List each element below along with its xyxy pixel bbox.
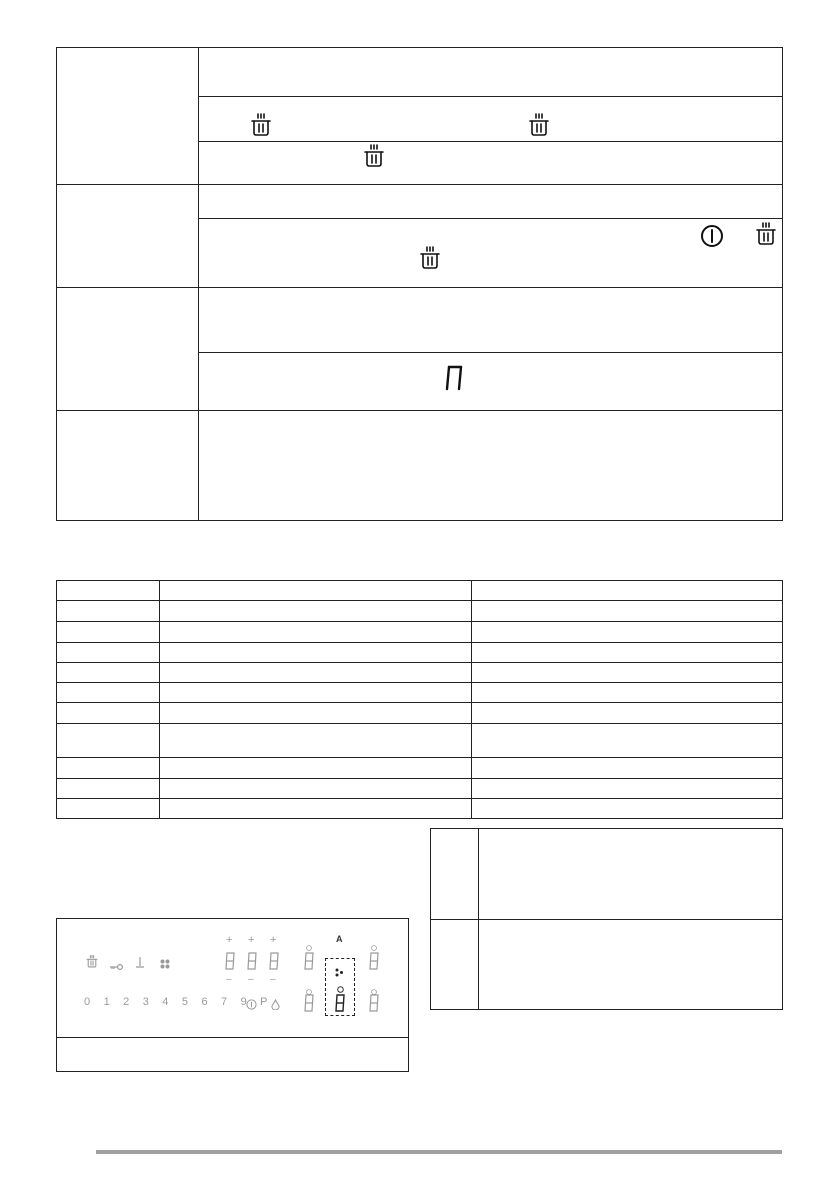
plus-sign: + (226, 934, 233, 946)
error-code-table-row-separator (56, 702, 783, 703)
error-code-table-column-divider (159, 580, 160, 819)
minus-sign: – (248, 974, 254, 985)
power-icon (246, 997, 257, 1008)
segment-n-icon (444, 364, 464, 392)
timer-icon (306, 938, 312, 944)
minus-sign: – (270, 974, 276, 985)
auto-label: A (336, 934, 343, 944)
page-footer-bar (96, 1150, 782, 1154)
control-panel-illustration (56, 918, 409, 1072)
feature-table (56, 47, 783, 521)
timer-icon (371, 938, 377, 944)
error-code-table-row-separator (56, 757, 783, 758)
key-lock-icon (109, 958, 123, 966)
power-level-scale: 0 1 2 3 4 5 6 7 9 P (84, 996, 273, 1008)
minus-sign: – (226, 974, 232, 985)
error-code-table-row-separator (56, 723, 783, 724)
control-panel-caption-separator (56, 1037, 409, 1038)
seven-segment-digit (224, 952, 236, 970)
error-code-table-row-separator (56, 642, 783, 643)
seven-segment-digit (303, 952, 315, 970)
feature-table-column-divider (198, 47, 199, 521)
feature-table-subrow-separator (198, 96, 783, 97)
legend-table-row-separator (430, 919, 783, 920)
error-code-table-row-separator (56, 621, 783, 622)
feature-table-row-separator (56, 184, 783, 185)
seven-segment-digit (246, 952, 258, 970)
timer-icon (337, 980, 344, 987)
pot-icon (363, 144, 385, 168)
timer-icon (371, 982, 377, 988)
fan-icon (334, 964, 344, 973)
pot-icon (250, 113, 272, 137)
bridge-icon (160, 956, 170, 966)
power-icon (700, 224, 724, 248)
pot-icon (528, 113, 550, 137)
seven-segment-digit (334, 994, 346, 1012)
error-code-table-row-separator (56, 600, 783, 601)
seven-segment-digit (368, 952, 380, 970)
pot-icon (755, 222, 777, 246)
feature-table-subrow-separator (198, 218, 783, 219)
feature-table-subrow-separator (198, 352, 783, 353)
child-lock-icon (135, 955, 145, 967)
feature-table-subrow-separator (198, 141, 783, 142)
feature-table-row-separator (56, 410, 783, 411)
pot-icon (419, 246, 441, 270)
error-code-table-row-separator (56, 778, 783, 779)
error-code-table-row-separator (56, 798, 783, 799)
error-code-table-row-separator (56, 682, 783, 683)
timer-icon (306, 982, 312, 988)
seven-segment-digit (303, 994, 315, 1012)
seven-segment-digit (268, 952, 280, 970)
feature-table-row-separator (56, 287, 783, 288)
pot-icon (86, 955, 98, 968)
plus-sign: + (248, 934, 255, 946)
seven-segment-digit (368, 994, 380, 1012)
error-code-table (56, 580, 783, 819)
error-code-table-row-separator (56, 662, 783, 663)
drop-icon (271, 997, 280, 1008)
error-code-table-column-divider (471, 580, 472, 819)
plus-sign: + (270, 934, 277, 946)
